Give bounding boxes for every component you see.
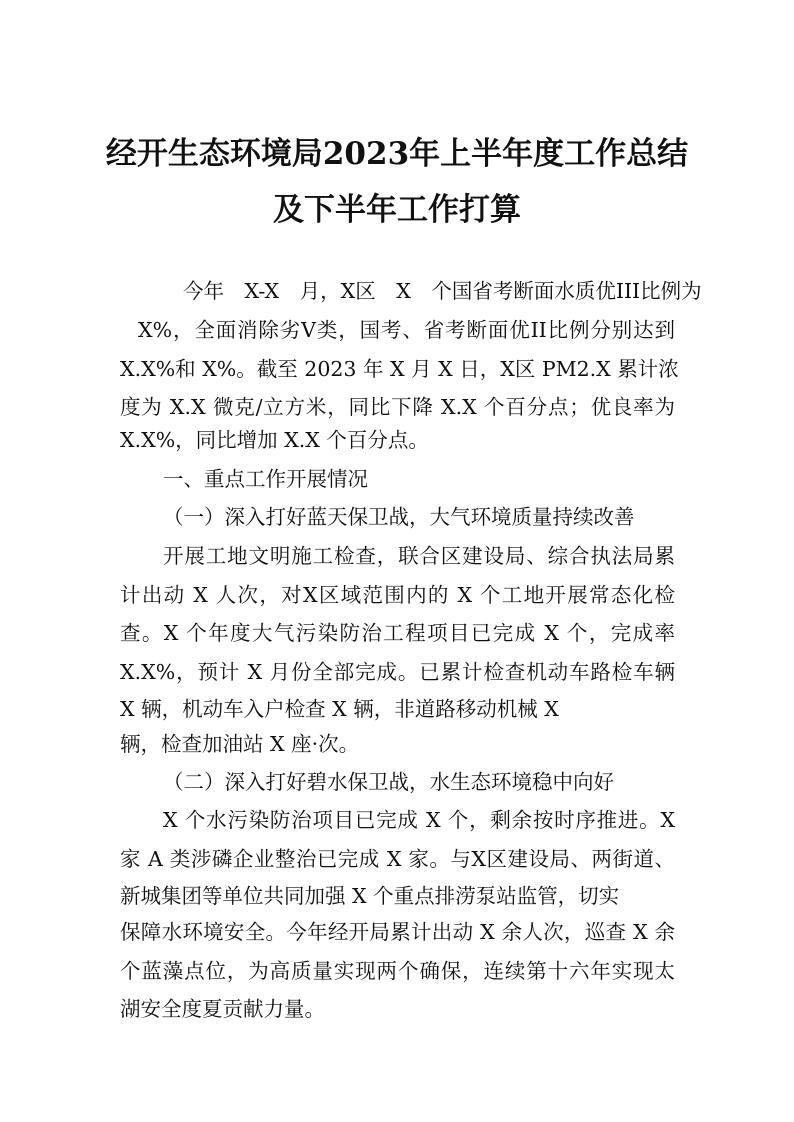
sub1-line-6: 辆，检查加油站 X 座·次。 bbox=[120, 732, 360, 756]
sub2-line-6: 湖安全度夏贡献力量。 bbox=[120, 997, 325, 1021]
intro-line-1: 今年 X-X 月，X区 X 个国省考断面水质优III比例为 bbox=[183, 279, 702, 303]
sub1-line-5: X 辆，机动车入户检查 X 辆，非道路移动机械 X bbox=[120, 697, 559, 721]
intro-line-4: 度为 X.X 微克/立方米，同比下降 X.X 个百分点；优良率为 bbox=[120, 395, 675, 419]
section-heading-1: 一、重点工作开展情况 bbox=[163, 467, 368, 491]
intro-line-2: X%，全面消除劣V类，国考、省考断面优II比例分别达到 bbox=[138, 318, 675, 342]
sub1-line-3: 查。X 个年度大气污染防治工程项目已完成 X 个，完成率 bbox=[120, 621, 675, 645]
sub2-line-5: 个蓝藻点位，为高质量实现两个确保，连续第十六年实现太 bbox=[120, 959, 675, 983]
document-title-line-1: 经开生态环境局2023年上半年度工作总结 bbox=[105, 136, 689, 172]
subsection-heading-2: （二）深入打好碧水保卫战，水生态环境稳中向好 bbox=[163, 770, 614, 794]
intro-line-3: X.X%和 X%。截至 2023 年 X 月 X 日，X区 PM2.X 累计浓 bbox=[120, 357, 679, 381]
sub1-line-2: 计出动 X 人次，对X区域范围内的 X 个工地开展常态化检 bbox=[120, 583, 675, 607]
document-title-line-2: 及下半年工作打算 bbox=[273, 192, 521, 228]
sub2-line-4: 保障水环境安全。今年经开局累计出动 X 余人次，巡查 X 余 bbox=[120, 920, 675, 944]
sub2-line-1: X 个水污染防治项目已完成 X 个，剩余按时序推进。X bbox=[163, 808, 675, 832]
sub1-line-1: 开展工地文明施工检查，联合区建设局、综合执法局累 bbox=[163, 544, 675, 568]
sub2-line-2: 家 A 类涉磷企业整治已完成 X 家。与X区建设局、两街道、 bbox=[120, 847, 675, 871]
intro-line-5: X.X%，同比增加 X.X 个百分点。 bbox=[120, 428, 429, 452]
sub1-line-4: X.X%，预计 X 月份全部完成。已累计检查机动车路检车辆 bbox=[120, 660, 675, 684]
sub2-line-3: 新城集团等单位共同加强 X 个重点排涝泵站监管，切实 bbox=[120, 884, 620, 908]
subsection-heading-1: （一）深入打好蓝天保卫战，大气环境质量持续改善 bbox=[163, 505, 635, 529]
